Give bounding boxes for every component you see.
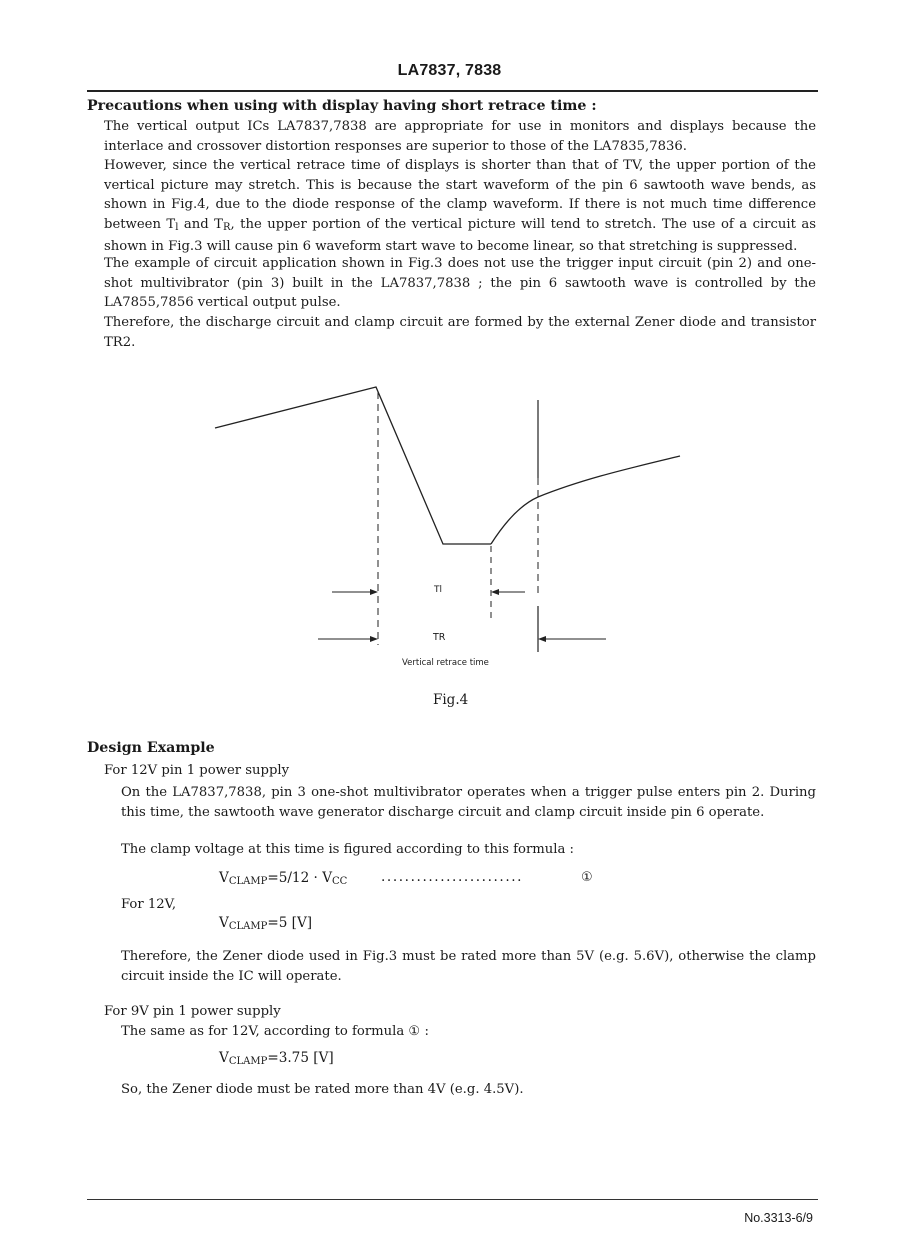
- tr-left-arrowhead: [370, 636, 378, 642]
- precautions-paragraph-1: The vertical output ICs LA7837,7838 are appropriate for use in monitors and displays because the interlace and crossover distortion responses are superior to those of the LA7835,7836.: [104, 119, 816, 154]
- formula-3: [219, 1050, 334, 1067]
- precautions-paragraph-4: Therefore, the discharge circuit and clamp circuit are formed by the external Zener diode and transistor TR2.: [104, 315, 816, 350]
- design-12v-paragraph-3: Therefore, the Zener diode used in Fig.3 must be rated more than 5V (e.g. 5.6V), otherwise the clamp circuit inside the IC will operate.: [121, 949, 816, 984]
- formula-3-expression: =3.75 [V]: [267, 1050, 334, 1066]
- formula-2-expression: =5 [V]: [267, 915, 313, 931]
- document-number: No.3313-6/9: [744, 1211, 813, 1225]
- formula-2: [219, 915, 312, 932]
- formula-1-reference: ①: [581, 870, 593, 885]
- design-9v-paragraph-1: The same as for 12V, according to formula ① :: [121, 1024, 429, 1039]
- tr-right-arrowhead: [538, 636, 546, 642]
- page-header-title: LA7837, 7838: [397, 62, 502, 79]
- figure-caption: Fig.4: [433, 692, 469, 708]
- design-12v-subheading: For 12V pin 1 power supply: [104, 763, 290, 778]
- p2-subscript-r: R: [222, 221, 231, 233]
- formula-1-expression: =5/12 · V: [267, 870, 333, 886]
- design-9v-paragraph-2: So, the Zener diode must be rated more than 4V (e.g. 4.5V).: [121, 1082, 524, 1097]
- formula-1-v: V: [219, 870, 229, 886]
- design-for-12v-label: For 12V,: [121, 897, 177, 912]
- formula-2-sub: CLAMP: [228, 921, 268, 932]
- formula-2-v: V: [219, 915, 229, 931]
- p2-subscript-l: l: [175, 221, 179, 233]
- design-9v-subheading: For 9V pin 1 power supply: [104, 1004, 281, 1019]
- precautions-heading: Precautions when using with display having short retrace time :: [87, 98, 597, 114]
- formula-1-sub: CLAMP: [228, 876, 268, 887]
- tl-left-arrowhead: [370, 589, 378, 595]
- waveform-recovery-curve: [491, 456, 680, 544]
- tl-right-arrowhead: [491, 589, 499, 595]
- p2-text-a: However, since the vertical retrace time of displays is shorter than that of TV, the upper portion of the vertical picture may stretch. This is because the start waveform of the pin 6 sawtooth wave bends, as shown in Fig.4, due to the diode response of the clamp waveform. If there is not much time difference between T: [104, 158, 816, 232]
- formula-1: [219, 870, 347, 887]
- formula-1-sub-cc: CC: [332, 876, 348, 887]
- formula-3-sub: CLAMP: [228, 1056, 268, 1067]
- design-12v-paragraph-2: The clamp voltage at this time is figured according to this formula :: [121, 842, 574, 857]
- formula-3-v: V: [219, 1050, 229, 1066]
- waveform-ramp-line: [215, 387, 491, 544]
- design-example-heading: Design Example: [87, 740, 215, 756]
- tl-label: Tl: [434, 585, 442, 595]
- formula-1-leader-dots: ........................: [381, 869, 524, 885]
- design-12v-paragraph-1: On the LA7837,7838, pin 3 one-shot multivibrator operates when a trigger pulse enters pin 2. During this time, the sawtooth wave generator discharge circuit and clamp circuit inside pin 6 operate.: [121, 785, 816, 820]
- p2-text-b: and T: [178, 216, 223, 232]
- footer-rule: [87, 1199, 818, 1200]
- tr-label: TR: [433, 632, 446, 643]
- figure-axis-caption: Vertical retrace time: [402, 658, 489, 668]
- precautions-paragraph-3: The example of circuit application shown in Fig.3 does not use the trigger input circuit (pin 2) and one-shot multivibrator (pin 3) built in the LA7837,7838 ; the pin 6 sawtooth wave is controlled by the LA7855,7856 vertical output pulse.: [104, 256, 816, 310]
- p2-text-c: , the upper portion of the vertical picture will tend to stretch. The use of a circuit as shown in Fig.3 will cause pin 6 waveform start wave to become linear, so that stretching is suppressed.: [104, 216, 816, 254]
